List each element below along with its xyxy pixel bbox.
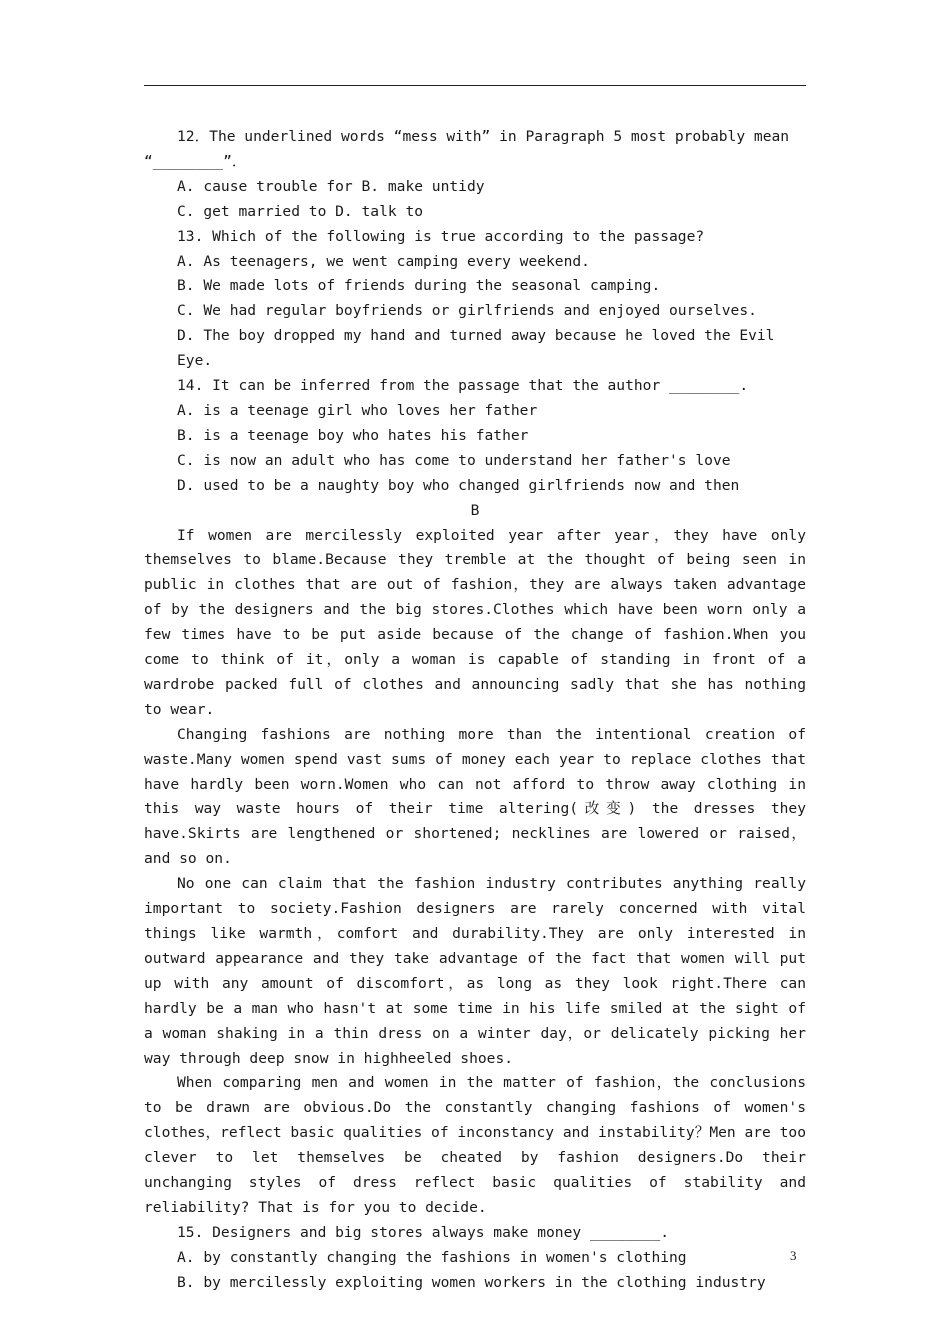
question-14-option-b: B. is a teenage boy who hates his father [177,426,529,444]
question-14-option-a: A. is a teenage girl who loves her father [177,401,538,419]
question-15-stem: 15. Designers and big stores always make money ________. [177,1223,670,1241]
question-12-options-line-2: C. get married to D. talk to [177,202,424,220]
passage-b-paragraph-3: No one can claim that the fashion industry contributes anything really important to society.Fashion designers are rarely concerned with vital things like warmth，comfort and durability.They are only interested in outward appearance and they take advantage of the fact that women will put up with any amount of discomfort，as long as they look right.There can hardly be a man who hasn't at some time in his life smiled at the sight of a woman shaking in a thin dress on a winter day，or delicately picking her way through deep snow in highheeled shoes. [144,875,806,1067]
header-rule [144,85,806,86]
question-13-option-c: C. We had regular boyfriends or girlfriends and enjoyed ourselves. [177,302,757,320]
question-15-option-a: A. by constantly changing the fashions in women's clothing [177,1248,687,1266]
page-content [144,125,806,1296]
question-12-options-line-1: A. cause trouble for B. make untidy [177,177,485,195]
question-14-option-d: D. used to be a naughty boy who changed girlfriends now and then [177,476,740,494]
question-12-stem: 12．The underlined words “mess with” in Paragraph 5 most probably mean “________”． [144,128,790,170]
question-13-stem: 13. Which of the following is true according to the passage? [177,227,705,245]
question-13-option-d: D. The boy dropped my hand and turned away because he loved the Evil Eye. [177,327,775,370]
passage-b-paragraph-2: Changing fashions are nothing more than the intentional creation of waste.Many women spend vast sums of money each year to replace clothes that have hardly been worn.Women who can not afford to throw away clothing in this way waste hours of their time altering(改变) the dresses they have.Skirts are lengthened or shortened; necklines are lowered or raised，and so on. [144,725,806,868]
passage-b-paragraph-4: When comparing men and women in the matter of fashion，the conclusions to be drawn are obvious.Do the constantly changing fashions of women's clothes，reflect basic qualities of inconstancy and instability？Men are too clever to let themselves be cheated by fashion designers.Do their unchanging styles of dress reflect basic qualities of stability and reliability? That is for you to decide. [144,1074,806,1216]
question-14-stem: 14. It can be inferred from the passage that the author ________. [177,377,749,395]
question-13-option-a: A. As teenagers, we went camping every weekend. [177,252,590,270]
question-14-option-c: C. is now an adult who has come to understand her father's love [177,451,731,469]
question-13-option-b: B. We made lots of friends during the seasonal camping. [177,277,661,295]
page-number: 3 [790,1248,797,1263]
passage-b-paragraph-1: If women are mercilessly exploited year after year，they have only themselves to blame.Because they tremble at the thought of being seen in public in clothes that are out of fashion，they are always taken advantage of by the designers and the big stores.Clothes which have been worn only a few times have to be put aside because of the change of fashion.When you come to think of it，only a woman is capable of standing in front of a wardrobe packed full of clothes and announcing sadly that she has nothing to wear. [144,526,806,718]
question-15-option-b: B. by mercilessly exploiting women workers in the clothing industry [177,1273,766,1291]
section-b-title: B [470,501,480,519]
